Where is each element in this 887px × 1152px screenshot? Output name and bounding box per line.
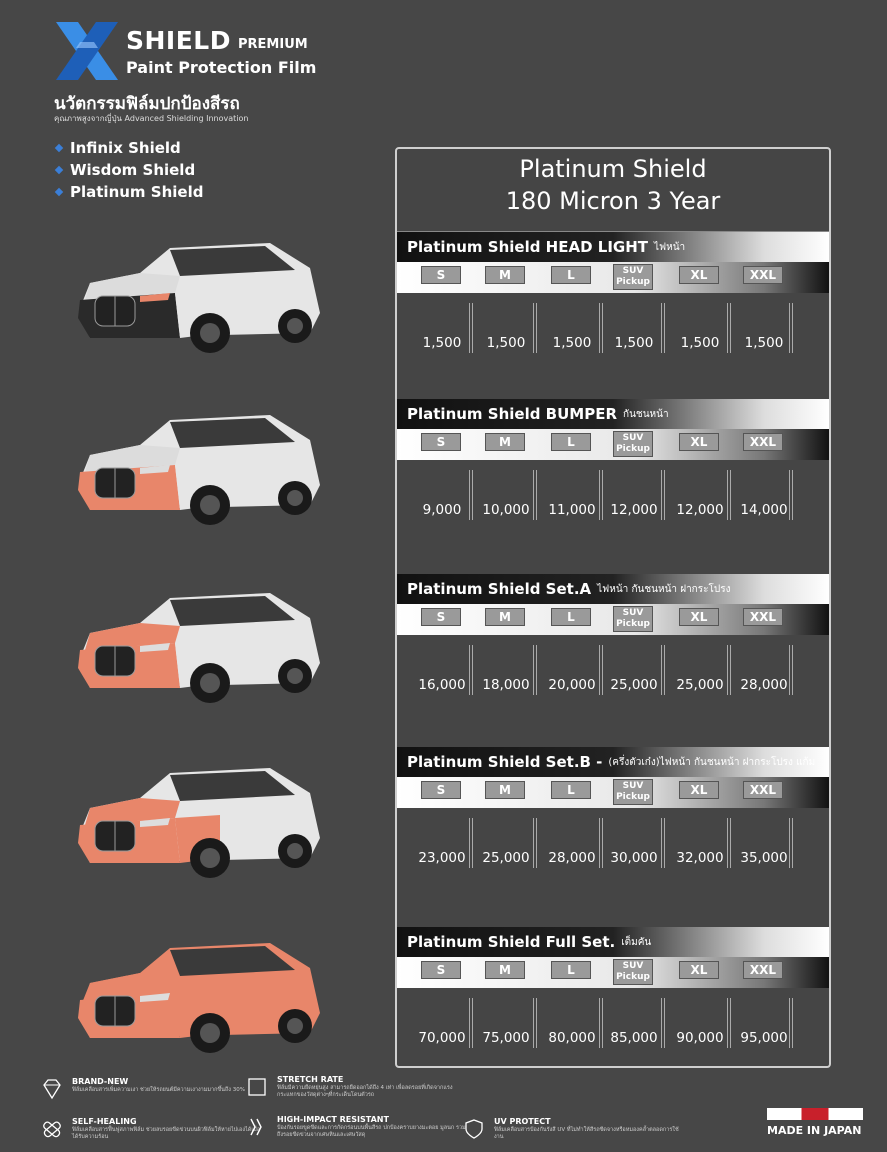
column-divider [469,998,473,1048]
price-row [397,293,829,393]
size-chip: M [485,608,525,626]
column-divider [599,303,603,353]
price-value: 12,000 [610,502,658,518]
column-divider [789,818,793,868]
section-subtitle: ไฟหน้า กันชนหน้า ฝากระโปรง [597,583,731,595]
product-line-item: Wisdom Shield [56,159,203,181]
price-value: 28,000 [548,850,596,866]
price-value: 25,000 [676,677,724,693]
price-panel [395,147,831,1068]
column-divider [533,645,537,695]
size-chip: XXL [743,781,783,799]
section-title: Platinum Shield HEAD LIGHT [407,238,648,256]
size-chip: SUV Pickup [613,264,653,290]
product-line-item: Platinum Shield [56,181,203,203]
price-value: 14,000 [740,502,788,518]
impact-icon [245,1115,269,1139]
size-chip: XXL [743,961,783,979]
feature-self-healing: SELF-HEALING ฟิล์มเคลือบสารฟื้นฟูสภาพฟิล์ม ช่วยลบรอยขีดข่วนบนผิวฟิล์มให้หายไปเองได้เมื่อได้รับความร้อน [40,1117,262,1141]
size-row [397,604,829,635]
price-value: 85,000 [610,1030,658,1046]
section-title: Platinum Shield Full Set. [407,933,616,951]
brand-name: SHIELD [126,26,231,55]
size-chip: L [551,608,591,626]
column-divider [727,303,731,353]
price-value: 1,500 [552,335,592,351]
price-value: 32,000 [676,850,724,866]
size-chip: S [421,608,461,626]
price-value: 18,000 [482,677,530,693]
column-divider [599,818,603,868]
section-title: Platinum Shield BUMPER [407,405,618,423]
bullet-icon [55,166,63,174]
size-chip: L [551,266,591,284]
size-chip: SUV Pickup [613,431,653,457]
section-subtitle: เต็มคัน [621,936,652,948]
price-value: 12,000 [676,502,724,518]
column-divider [469,645,473,695]
size-chip: XL [679,608,719,626]
feature-footer [40,1075,860,1150]
brand-subtitle: Paint Protection Film [126,58,317,77]
section-title: Platinum Shield Set.B - [407,753,603,771]
size-chip: SUV Pickup [613,606,653,632]
size-chip: XXL [743,266,783,284]
panel-title: Platinum Shield 180 Micron 3 Year [505,155,721,215]
size-chip: M [485,781,525,799]
size-chip: S [421,781,461,799]
size-chip: S [421,961,461,979]
column-divider [661,303,665,353]
size-chip: XXL [743,608,783,626]
price-value: 23,000 [418,850,466,866]
price-value: 20,000 [548,677,596,693]
size-chip: XL [679,961,719,979]
section-header [397,574,829,604]
price-value: 25,000 [482,850,530,866]
column-divider [661,645,665,695]
price-row [397,635,829,735]
size-row [397,429,829,460]
size-chip: M [485,433,525,451]
price-value: 10,000 [482,502,530,518]
section-header [397,399,829,429]
brand-premium: PREMIUM [238,37,308,52]
size-chip: M [485,961,525,979]
column-divider [727,470,731,520]
size-row [397,777,829,808]
size-chip: SUV Pickup [613,779,653,805]
size-chip: SUV Pickup [613,959,653,985]
column-divider [599,470,603,520]
price-value: 90,000 [676,1030,724,1046]
size-chip: XL [679,781,719,799]
column-divider [789,303,793,353]
price-value: 35,000 [740,850,788,866]
size-chip: XL [679,266,719,284]
price-value: 1,500 [680,335,720,351]
price-value: 95,000 [740,1030,788,1046]
section-header [397,927,829,957]
price-value: 11,000 [548,502,596,518]
bullet-icon [55,144,63,152]
bullet-icon [55,188,63,196]
column-divider [727,645,731,695]
column-divider [469,818,473,868]
column-divider [661,998,665,1048]
price-value: 75,000 [482,1030,530,1046]
column-divider [727,998,731,1048]
column-divider [661,818,665,868]
brand-logo [52,20,352,90]
feature-uv-protect: UV PROTECT ฟิล์มเคลือบสารป้องกันรังสี UV ที่ไม่ทำให้สีรถซีดจางหรือหมองคล้ำตลอดการใช้งาน [462,1117,684,1141]
thai-subheadline: คุณภาพสูงจากญี่ปุ่น Advanced Shielding Innovation [54,114,249,123]
size-chip: S [421,433,461,451]
section-header [397,747,829,777]
price-value: 28,000 [740,677,788,693]
column-divider [533,998,537,1048]
size-chip: L [551,781,591,799]
size-chip: L [551,433,591,451]
column-divider [789,998,793,1048]
price-value: 25,000 [610,677,658,693]
thai-headline: นวัตกรรมฟิล์มปกป้องสีรถ [54,94,240,114]
feature-high-impact: HIGH-IMPACT RESISTANT ป้องกันรอยขูดขีดและการกัดกร่อนบนพื้นสีรถ ปกป้องคราบยางมะตอย มูลนก รวมถึงรอยขีดข่วนจากเศษหินและเศษวัสดุ [245,1115,467,1139]
size-row [397,957,829,988]
column-divider [533,818,537,868]
column-divider [789,470,793,520]
made-in-japan-badge: MADE IN JAPAN [767,1108,863,1137]
section-subtitle: กันชนหน้า [623,408,669,420]
price-value: 9,000 [422,502,462,518]
size-chip: S [421,266,461,284]
column-divider [599,645,603,695]
price-row [397,460,829,560]
price-value: 70,000 [418,1030,466,1046]
column-divider [599,998,603,1048]
car-illustration [70,588,330,708]
column-divider [789,645,793,695]
size-chip: XL [679,433,719,451]
column-divider [469,470,473,520]
car-illustration [70,763,330,883]
price-value: 1,500 [614,335,654,351]
x-logo-icon [52,20,122,82]
price-row [397,808,829,908]
feature-stretch-rate: STRETCH RATE ฟิล์มมีความยืดหยุ่นสูง สามารถยืดออกได้ถึง 4 เท่า เพื่อลดรอยที่เกิดจากแรงกระแทกของวัสดุต่างๆที่กระเด็นโดนตัวรถ [245,1075,467,1099]
price-value: 1,500 [744,335,784,351]
car-illustration [70,938,330,1058]
size-chip: M [485,266,525,284]
section-subtitle: ไฟหน้า [654,241,686,253]
stretch-icon [245,1075,269,1099]
feature-brand-new: BRAND-NEW ฟิล์มเคลือบสารเพิ่มความเงา ช่วยให้รถยนต์มีความเงางามมากขึ้นถึง 30% [40,1077,262,1101]
size-row [397,262,829,293]
japan-flag-icon [767,1108,863,1120]
price-value: 80,000 [548,1030,596,1046]
price-value: 16,000 [418,677,466,693]
uv-shield-icon [462,1117,486,1141]
section-title: Platinum Shield Set.A [407,580,592,598]
price-value: 1,500 [422,335,462,351]
column-divider [727,818,731,868]
column-divider [533,303,537,353]
diamond-icon [40,1077,64,1101]
car-illustration [70,410,330,530]
car-illustration [70,238,330,358]
price-value: 30,000 [610,850,658,866]
column-divider [661,470,665,520]
size-chip: XXL [743,433,783,451]
size-chip: L [551,961,591,979]
section-header [397,232,829,262]
product-line-list [56,137,203,203]
bandage-icon [40,1117,64,1141]
section-subtitle: (ครึ่งตัวเก๋ง)ไฟหน้า กันชนหน้า ฝากระโปรง แก้ม [608,756,816,768]
product-line-item: Infinix Shield [56,137,203,159]
column-divider [533,470,537,520]
price-value: 1,500 [486,335,526,351]
column-divider [469,303,473,353]
price-row [397,988,829,1088]
